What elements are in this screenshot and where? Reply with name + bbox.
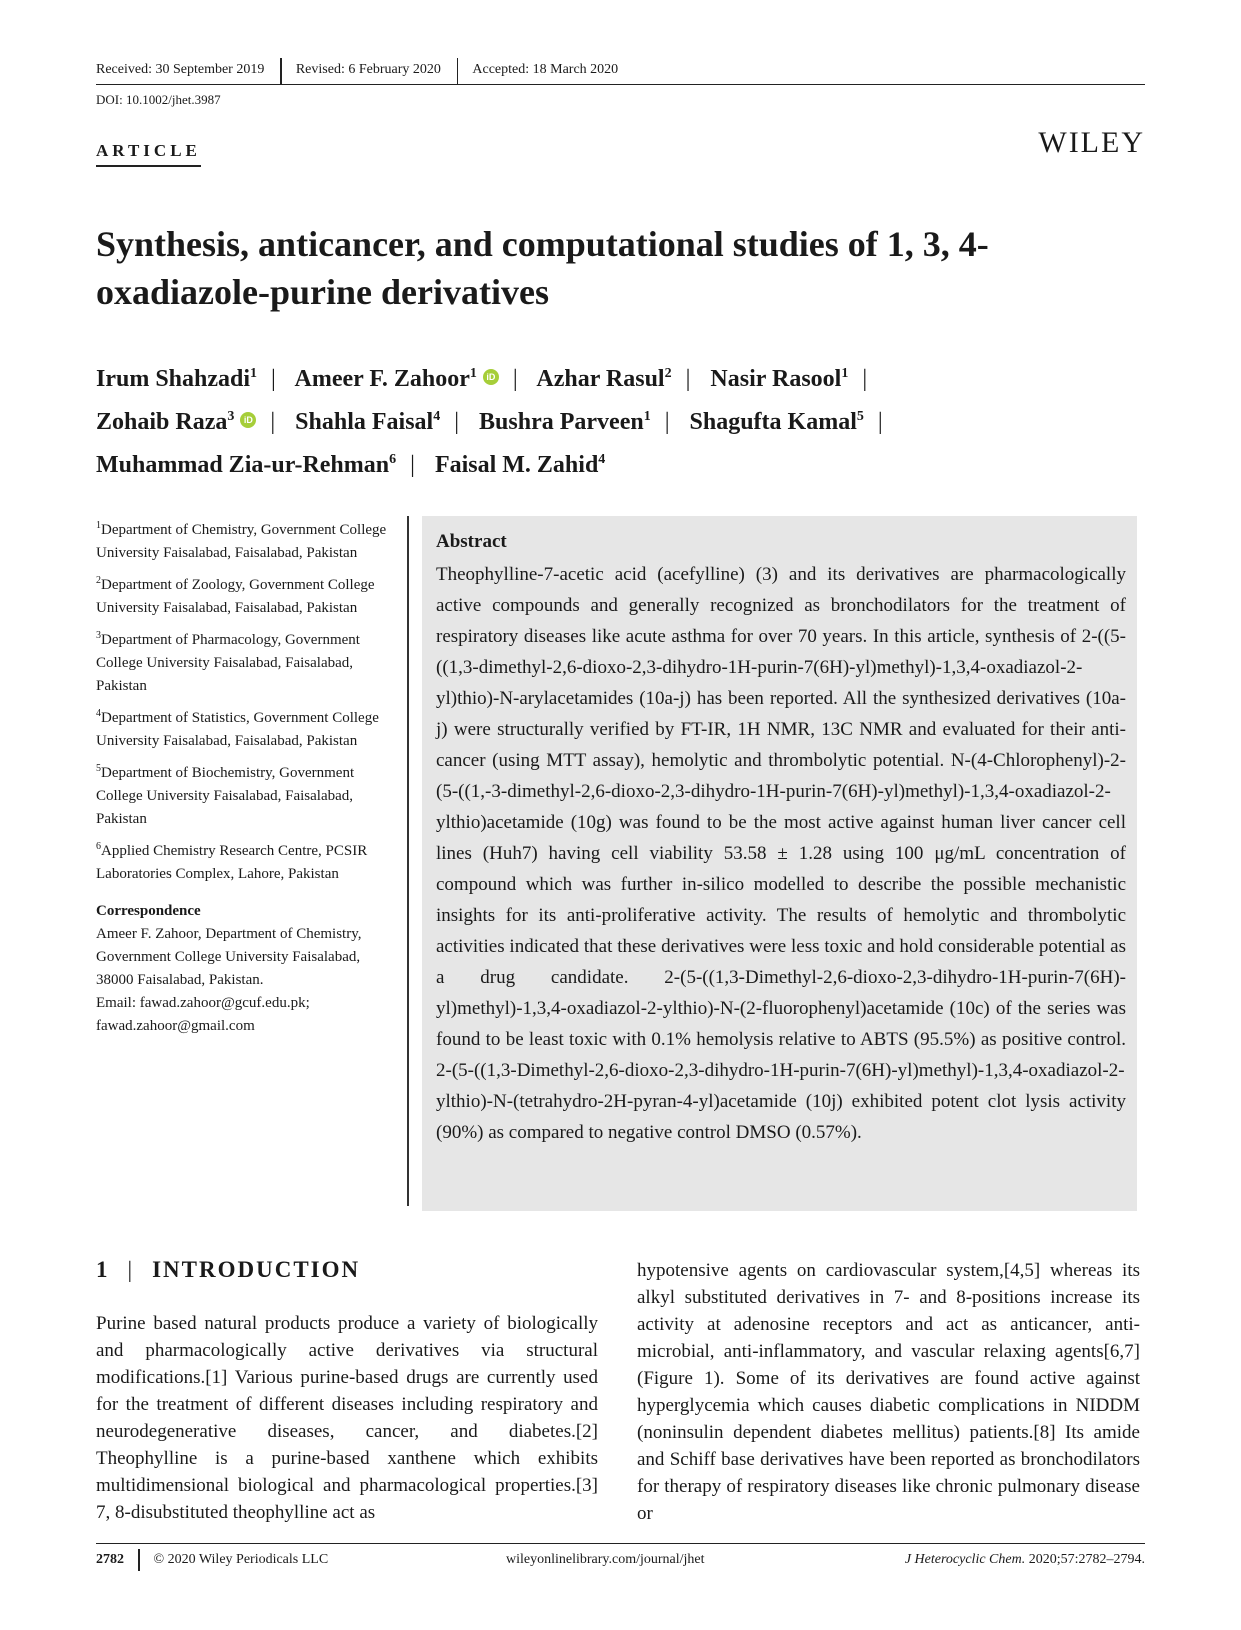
author[interactable]: Zohaib Raza$^3$ iD: [96, 409, 256, 435]
intro-column-left: Purine based natural products produce a variety of biologically and pharmacologically active derivatives via structural modifications.[1] Various purine-based drugs are currently used for the treatment of different diseases including respiratory and neurodegenerative diseases, cancer, and diabetes.[2] Theophylline is a purine-based xanthene which exhibits multidimensional biological and pharmacological properties.[3] 7, 8-disubstituted theophylline act as: [96, 1313, 598, 1523]
copyright: © 2020 Wiley Periodicals LLC: [153, 1552, 329, 1567]
affiliation: $^3$Department of Pharmacology, Government College University Faisalabad, Faisalabad, Pakistan: [96, 630, 360, 694]
abstract-text: Theophylline-7-acetic acid (acefylline) (3) and its derivatives are pharmacologically active compounds and generally recognized as bronchodilators for the treatment of respiratory diseases like acute asthma for over 70 years. In this article, synthesis of 2-((5-((1,3-dimethyl-2,6-dioxo-2,3-dihydro-1H-purin-7(6H)-yl)methyl)-1,3,4-oxadiazol-2-yl)thio)-N-arylacetamides (10a-j) has been reported. All the synthesized derivatives (10a-j) were structurally verified by FT-IR, 1H NMR, 13C NMR and evaluated for their anti-cancer (using MTT assay), hemolytic and thrombolytic potential. N-(4-Chlorophenyl)-2-(5-((1,-3-dimethyl-2,6-dioxo-2,3-dihydro-1H-purin-7(6H)-yl)methyl)-1,3,4-oxadiazol-2-ylthio)acetamide (10g) was found to be the most active against human liver cancer cell lines (Huh7) having cell viability 53.58 ± 1.28 using 100 μg/mL concentration of compound which was further in-silico modelled to describe the possible mechanistic insights for its anti-proliferative activity. The results of hemolytic and thrombolytic activities indicated that these derivatives were less toxic and hold considerable potential as a drug candidate. 2-(5-((1,3-Dimethyl-2,6-dioxo-2,3-dihydro-1H-purin-7(6H)-yl)methyl)-1,3,4-oxadiazol-2-ylthio)-N-(2-fluorophenyl)acetamide (10c) of the series was found to be least toxic with 0.1% hemolysis relative to ABTS (95.5%) as positive control. 2-(5-((1,3-Dimethyl-2,6-dioxo-2,3-dihydro-1H-purin-7(6H)-yl)methyl)-1,3,4-oxadiazol-2-ylthio)-N-(tetrahydro-2H-pyran-4-yl)acetamide (10j) exhibited potent clot lysis activity (90%) as compared to negative control DMSO (0.57%).: [436, 564, 1126, 1143]
author[interactable]: Ameer F. Zahoor$^1$ iD: [295, 366, 499, 392]
section-title: INTRODUCTION: [152, 1257, 361, 1282]
header-rule: [96, 84, 1145, 85]
accepted-date: Accepted: 18 March 2020: [472, 62, 619, 77]
column-divider: [407, 516, 409, 1206]
intro-column-right: hypotensive agents on cardiovascular system,[4,5] whereas its alkyl substituted derivatives in 7- and 8-positions increase its activity at adenosine receptors and act as anticancer, anti-microbial, anti-inflammatory, and vascular relaxing agents[6,7] (Figure 1). Some of its derivatives are found active against hyperglycemia which causes diabetic complications in NIDDM (noninsulin dependent diabetes mellitus) patients.[8] Its amide and Schiff base derivatives have been reported as bronchodilators for therapy of respiratory diseases like chronic pulmonary disease or: [637, 1260, 1140, 1524]
author[interactable]: Azhar Rasul$^2$: [536, 366, 672, 392]
abstract: [436, 526, 1126, 1148]
author[interactable]: Muhammad Zia-ur-Rehman$^6$: [96, 452, 397, 478]
author[interactable]: Bushra Parveen$^1$: [479, 409, 651, 435]
orcid-icon[interactable]: iD: [483, 369, 499, 385]
publisher-logo: WILEY: [1038, 126, 1145, 159]
section-number: 1: [96, 1257, 110, 1282]
author[interactable]: Shagufta Kamal$^5$: [689, 409, 864, 435]
affiliation: $^1$Department of Chemistry, Government College University Faisalabad, Faisalabad, Pakistan: [96, 520, 387, 561]
section-heading-introduction: 1 | INTRODUCTION: [96, 1257, 361, 1282]
divider: [138, 1549, 140, 1571]
correspondence-text: Ameer F. Zahoor, Department of Chemistry, Government College University Faisalabad, 38000 Faisalabad, Pakistan.: [96, 926, 362, 988]
abstract-heading: Abstract: [436, 531, 507, 552]
received-date: Received: 30 September 2019: [96, 62, 265, 77]
journal-url[interactable]: wileyonlinelibrary.com/journal/jhet: [506, 1552, 705, 1567]
doi[interactable]: DOI: 10.1002/jhet.3987: [96, 92, 221, 107]
affiliation: $^4$Department of Statistics, Government College University Faisalabad, Faisalabad, Pakistan: [96, 708, 379, 749]
article-type-label: ARTICLE: [96, 141, 201, 167]
affiliations: [96, 514, 396, 1038]
divider: [457, 58, 459, 84]
correspondence-heading: Correspondence: [96, 903, 201, 919]
page-footer: [96, 1549, 1145, 1571]
paper-title: Synthesis, anticancer, and computational studies of 1, 3, 4-oxadiazole-purine derivatives: [96, 224, 989, 312]
author[interactable]: Faisal M. Zahid$^4$: [434, 452, 606, 478]
correspondence-email[interactable]: Email: fawad.zahoor@gcuf.edu.pk; fawad.zahoor@gmail.com: [96, 995, 310, 1034]
page-number: 2782: [96, 1552, 124, 1567]
author[interactable]: Irum Shahzadi$^1$: [96, 366, 258, 392]
footer-rule: [96, 1543, 1145, 1544]
divider: [280, 58, 282, 84]
author-list: Irum Shahzadi$^1$ | Ameer F. Zahoor$^1$ iD | Azhar Rasul$^2$ | Nasir Rasool$^1$ | Zohaib Raza$^3$ iD | Shahla Faisal$^4$ | Bushra Parveen$^1$ | Shagufta Kamal$^5$ | Muhammad Zia-ur-Rehman$^6$ | Faisal M. Zahid$^4$: [96, 366, 883, 478]
affiliation: $^6$Applied Chemistry Research Centre, PCSIR Laboratories Complex, Lahore, Pakistan: [96, 841, 368, 882]
journal-citation: J Heterocyclic Chem. 2020;57:2782–2794.: [904, 1552, 1145, 1567]
revised-date: Revised: 6 February 2020: [295, 62, 441, 77]
affiliation: $^5$Department of Biochemistry, Government College University Faisalabad, Faisalabad, Pakistan: [96, 763, 355, 827]
author[interactable]: Shahla Faisal$^4$: [295, 409, 441, 435]
author[interactable]: Nasir Rasool$^1$: [710, 366, 849, 392]
orcid-icon[interactable]: iD: [240, 412, 256, 428]
affiliation: $^2$Department of Zoology, Government College University Faisalabad, Faisalabad, Pakistan: [96, 575, 375, 616]
